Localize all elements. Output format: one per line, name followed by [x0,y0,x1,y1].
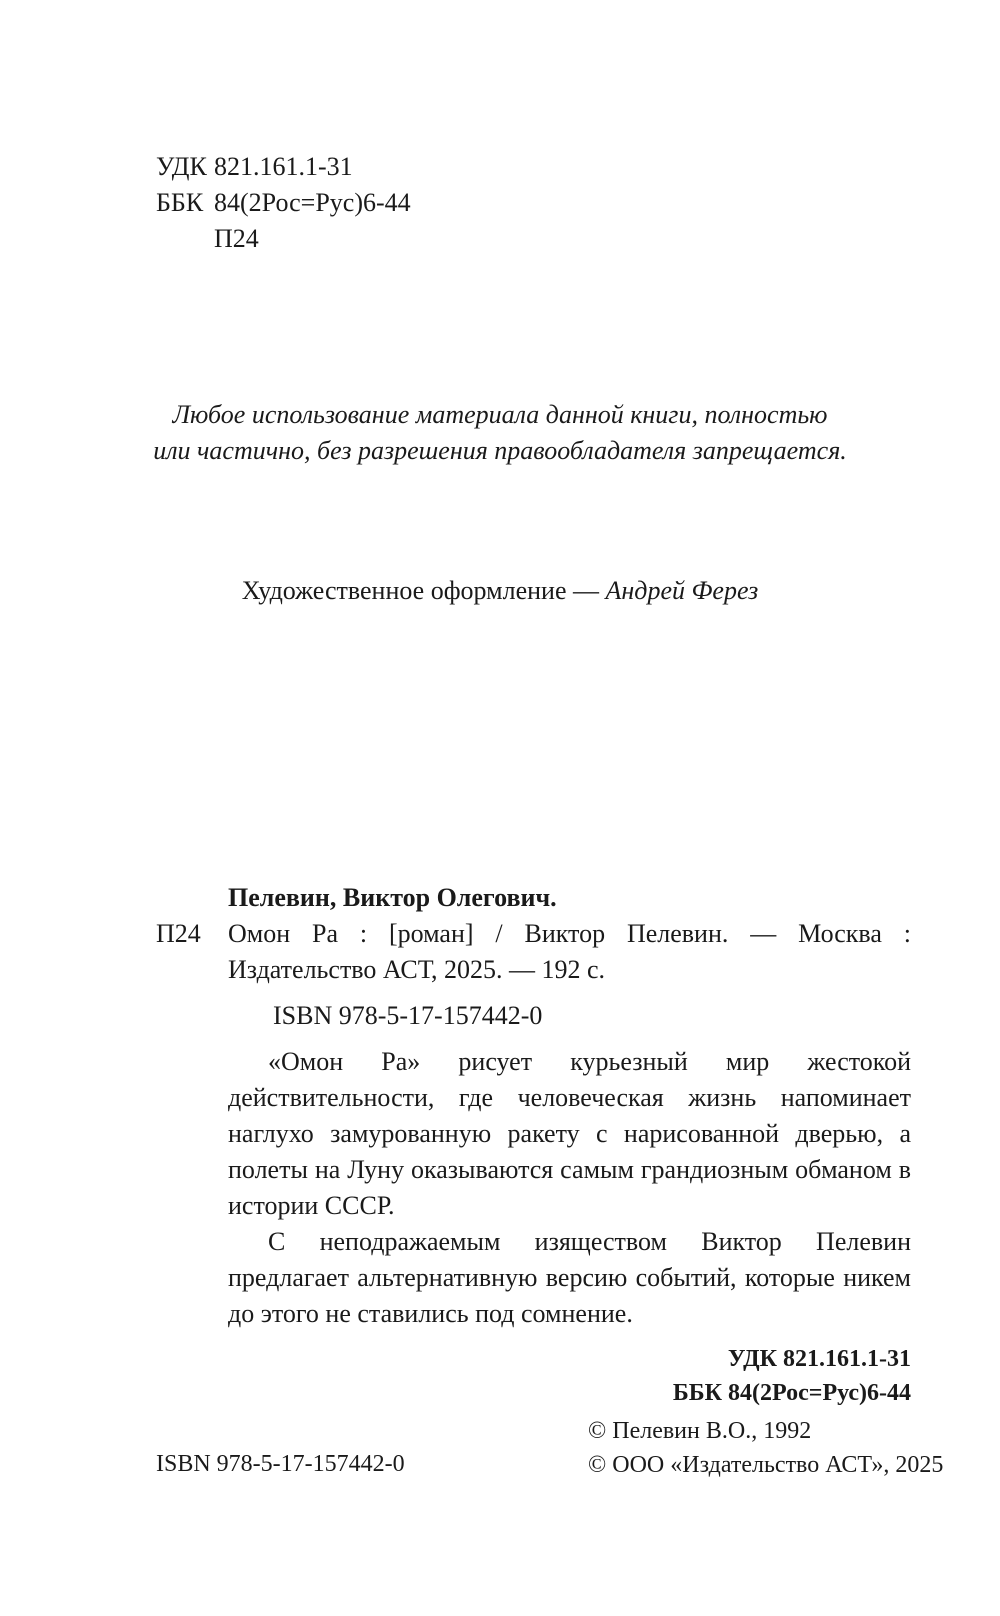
bbk-label: ББК [156,188,204,217]
design-credit-label: Художественное оформление — [241,576,606,605]
classification-codes [156,149,411,257]
copyright-notice [120,397,880,469]
design-credit [120,573,880,609]
bbk-value: 84(2Рос=Рус)6-44 [214,188,411,217]
copyright-notice-line-2: или частично, без разрешения правообладателя запрещается. [153,436,847,465]
bibliographic-record [156,880,911,1410]
entry-author-mark: П24 [156,919,201,948]
entry-description: Омон Ра : [роман] / Виктор Пелевин. — Москва : Издательство АСТ, 2025. — 192 с. [228,919,911,984]
bibliographic-entry [156,916,911,988]
udk-label: УДК [156,152,207,181]
copyright-author: © Пелевин В.О., 1992 [588,1418,812,1444]
annotation-paragraph-2: С неподражаемым изяществом Виктор Пелевин предлагает альтернативную версию событий, которые никем до этого не ставились под сомнение. [228,1227,911,1328]
copyright-notice-line-1: Любое использование материала данной книги, полностью [172,400,828,429]
entry-classification-codes [156,1342,911,1410]
author-mark: П24 [214,224,259,253]
annotation-paragraph-1: «Омон Ра» рисует курьезный мир жестокой действительности, где человеческая жизнь напоминает наглухо замурованную ракету с нарисованной дверью, а полеты на Луну оказываются самым грандиозным обманом в истории СССР. [228,1047,911,1220]
design-credit-name: Андрей Ферез [605,576,759,605]
footer-isbn: ISBN 978-5-17-157442-0 [156,1451,405,1477]
udk-value: 821.161.1-31 [214,152,353,181]
entry-isbn: ISBN 978-5-17-157442-0 [273,1001,543,1030]
annotation [156,1044,911,1332]
udk-row [156,149,411,185]
entry-udk: УДК 821.161.1-31 [727,1346,911,1372]
copyright-publisher: © ООО «Издательство АСТ», 2025 [588,1452,944,1478]
entry-bbk: ББК 84(2Рос=Рус)6-44 [672,1380,911,1406]
bbk-row [156,185,411,221]
author-heading: Пелевин, Виктор Олегович. [228,883,557,912]
footer-copyright [588,1414,943,1482]
